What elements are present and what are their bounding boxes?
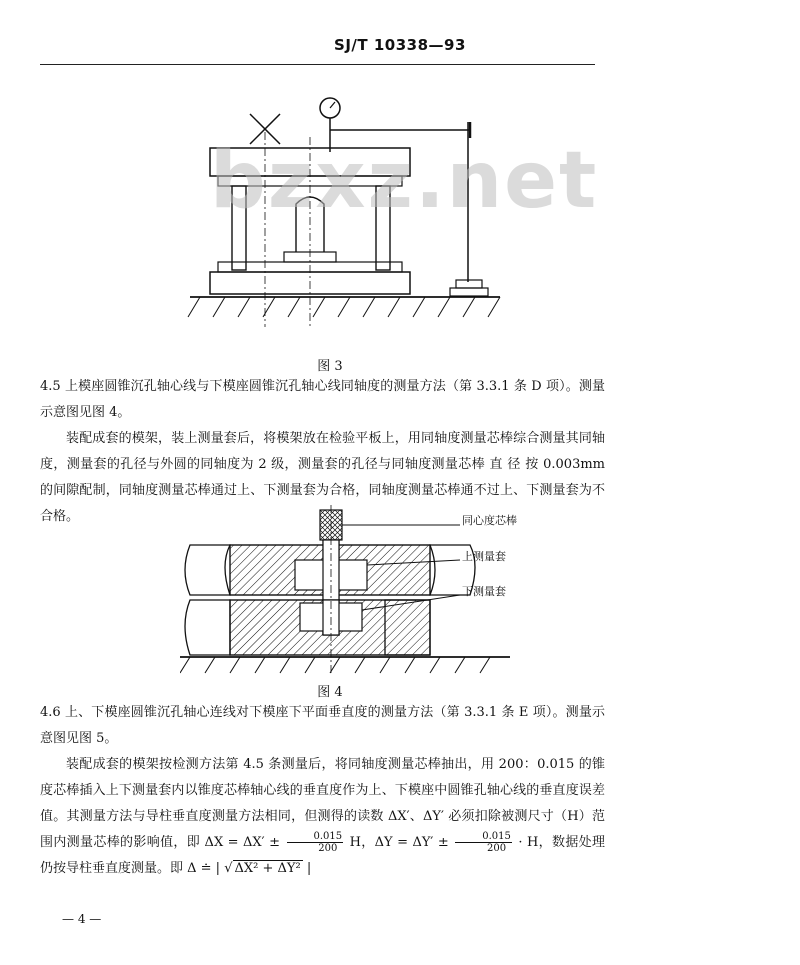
figure-3-caption: 图 3	[317, 359, 343, 374]
section-4-5-heading: 4.5 上模座圆锥沉孔轴心线与下模座圆锥沉孔轴心线同轴度的测量方法（第 3.3.1 条 D 项）。测量示意图见图 4。	[40, 379, 605, 420]
figure-4-label-upper-sleeve: 上测量套	[462, 550, 506, 563]
section-4-6-body-text-mid-b: · H，数据处理仍按导柱垂直度测量。即 Δ ≐ |	[40, 835, 606, 876]
sqrt-symbol: √	[224, 861, 233, 876]
page-number: — 4 —	[62, 912, 102, 926]
section-4-6-body-end: |	[306, 861, 312, 876]
section-4-6-body	[40, 752, 605, 882]
standard-code-header: SJ/T 10338—93	[334, 36, 466, 54]
figure-4-label-lower-sleeve: 下测量套	[462, 585, 506, 598]
fraction-1: $\frac{0.015}{200}$	[287, 831, 344, 854]
watermark-text: bzxz.net	[210, 136, 599, 226]
section-4-6-heading: 4.6 上、下模座圆锥沉孔轴心连线对下模座下平面垂直度的测量方法（第 3.3.1 条 E 项）。测量示意图见图 5。	[40, 705, 605, 746]
section-4-6-body-text-mid-a: H，ΔY = ΔY′ ±	[349, 835, 449, 850]
section-4-5-body: 装配成套的模架，装上测量套后，将模架放在检验平板上，用同轴度测量芯棒综合测量其同轴度，测量套的孔径与外圆的同轴度为 2 级，测量套的孔径与同轴度测量芯棒 直 径 按 0.003mm 的间隙配制，同轴度测量芯棒通过上、下测量套为合格，同轴度测量芯棒通不过上、下测量套为不合格。	[40, 431, 605, 524]
figure-4-caption: 图 4	[317, 685, 343, 700]
fraction-2: $\frac{0.015}{200}$	[455, 831, 512, 854]
sqrt-expression: ΔX² + ΔY²	[234, 861, 301, 876]
figure-4-label-mandrel: 同心度芯棒	[462, 514, 517, 527]
header-rule	[40, 64, 595, 65]
section-4-6-body-text-a: 装配成套的模架按检测方法第 4.5 条测量后，将同轴度测量芯棒抽出，用 200：0.015 的锥度芯棒插入上下测量套内以锥度芯棒轴心线的垂直度作为上、下模座中圆锥孔轴心线的垂直度误差值。其测量方法与导柱垂直度测量方法相同，但测得的读数 ΔX′、ΔY′ 必须扣除被测尺寸（H）范围内测量芯棒的影响值，即 ΔX = ΔX′ ±	[40, 757, 605, 850]
